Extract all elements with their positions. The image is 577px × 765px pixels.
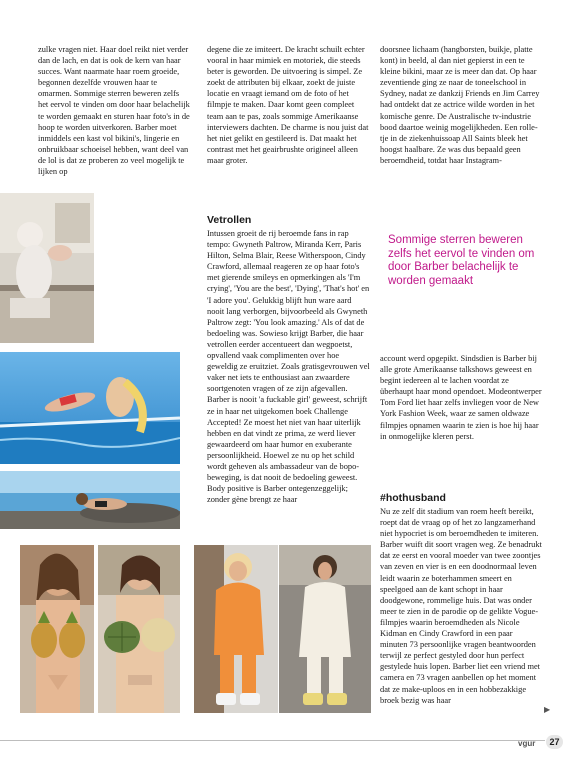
pull-quote: Sommige sterren beweren zelfs het eervol te vinden om door Barber belachelijk te worden gemaakt xyxy=(388,234,535,287)
magazine-logo: vgur xyxy=(518,739,536,748)
body-text: Intussen groeit de rij beroemde fans in rap tempo: Gwyneth Paltrow, Miranda Kerr, Paris Hilton, Selma Blair, Reese Witherspoon, Cindy Crawford, allemaal reageren ze op haar foto's met gierende smileys en opmerkingen als 'I'm crying', 'You are the best', 'Dying', 'That's hot' en 'I adore you'. Gelukkig blijft hun ware aard nooit lang verborgen, bijvoorbeeld als Gwyneth Paltrow zegt: 'You look amazing.' Als of dat de bedoeling was. Sowieso krijgt Barber, die haar vetrollen eerder accentueert dan wegpoetst, opvallend vaak complimenten over hoe geweldig ze eruitziet. Zoals gratisgevrouwen vel vaker net iets te enthousiast aan zwaardere soortgenoten vragen of ze zijn afgevallen. Barber is nooit 'a fuckable girl' geweest, schrijft ze in haar net uitgekomen boek Challenge Accepted! Ze moest het niet van haar uiterlijk hebben en dat vindt ze prima, ze werd liever gewaardeerd om haar humor en exuberante persoonlijkheid. Hoewel ze nu op het schild wordt geheven als ambassadeur van de bopo-beweging, is dat nooit de bedoeling geweest. Body positive is Barber ontegenzeggelijk; zonder gène brengt ze haar xyxy=(207,229,370,505)
photo-white-outfit xyxy=(279,545,371,713)
body-text: degene die ze imiteert. De kracht schuilt echter vooral in haar mimiek en motoriek, die steeds beter is geworden. De uitvoering is simpel. Ze zoekt de attributen bij elkaar, zoekt de juiste locatie en vraagt iemand om de foto of het filmpje te maken. Daar komt geen compleet team aan te pas, zoals sommige Amerikaanse interviewers dachten. De charme is nou juist dat het niet gelikt en gestileerd is. Dat maakt het contrast met het geairbrushte origineel alleen maar groter. xyxy=(207,45,369,165)
article-column-3-bottom xyxy=(380,491,542,706)
section-heading-vetrollen: Vetrollen xyxy=(207,214,252,226)
body-text: zulke vragen niet. Haar doel reikt niet verder dan de lach, en dat is ook de kern van haar succes. Want naarmate haar roem groeide, begonnen dezelfde vrouwen haar te omarmen. Sommige sterren beweren zelfs het eervol te vinden om door haar belachelijk te worden gemaakt en sturen haar foto's in de hoop te worden uitverkoren. Barber moet inmiddels een kast vol bikini's, lingerie en onbruikbaar schoeisel hebben, want deel van de lol is dat ze proberen zo veel mogelijk te lijken op xyxy=(38,45,190,177)
section-heading-hothusband: #hothusband xyxy=(380,492,446,504)
photo-melons xyxy=(98,545,180,713)
photo-orange-hoodie xyxy=(194,545,278,713)
body-text: doorsnee lichaam (hangborsten, buikje, platte kont) in beeld, al dan niet gepierst in een te kleine bikini, maar ze is meer dan dat. Op haar zeventiende ging ze naar de toneelschool in Sydney, nadat ze dankzij Friends en Jim Carrey had ontdekt dat ze actrice wilde worden in het komische genre. De Australische tv-industrie bood daartoe weinig mogelijkheden. Een rolletje in de ziekenhuissoap All Saints bleek het hoogst haalbare. Ze was dus bepaald geen beroemdheid, totdat haar Instagram- xyxy=(380,45,540,165)
photo-pineapples xyxy=(20,545,94,713)
photo-kitchen xyxy=(0,193,94,343)
photo-pool xyxy=(0,352,180,464)
article-column-3-mid xyxy=(380,353,542,442)
article-column-2-top xyxy=(207,44,370,166)
continue-arrow-icon: ▶ xyxy=(544,705,551,714)
article-column-2-bottom xyxy=(207,213,370,505)
footer-rule xyxy=(0,740,545,741)
article-column-1 xyxy=(38,44,190,177)
photo-beach xyxy=(0,471,180,529)
article-column-3-top xyxy=(380,44,542,166)
page-number: 27 xyxy=(546,735,563,749)
body-text: account werd opgepikt. Sindsdien is Barber bij alle grote Amerikaanse talkshows geweest en begint iedereen al te lachen voordat ze überhaupt haar mond opendoet. Modeontwerper Tom Ford liet haar zelfs invliegen voor de New York Fashion Week, waar ze samen oldwaze filmpjes opnamen waarin te zien is hoe hij haar in onmogelijke kleren perst. xyxy=(380,354,542,441)
body-text: Nu ze zelf dit stadium van roem heeft bereikt, roept dat de vraag op of het zo langzamerhand niet hypocriet is om beroemdheden te imiteren. Barber wuift dit soort vragen weg. Ze benadrukt dat ze eerst en vooral moeder van twee zoontjes van zeven en vier is en een doodnormaal leven leidt waarin ze boterhammen smeert en speelgoed aan de kant schopt in haar doodgewone, rommelige huis. Dat was onder meer te zien in de parodie op de gelikte Vogue-filmpjes waarin beroemdheden als Nicole Kidman en Cindy Crawford in een paar minuten 73 persoonlijke vragen beantwoorden terwijl ze perfect gestyled door hun perfect gestylede huis lopen. Barber liet een vriend met camera en 73 vragen aanbellen op het moment dat ze make-uploos en in een hobbezakkige broek bezig was haar xyxy=(380,507,542,705)
